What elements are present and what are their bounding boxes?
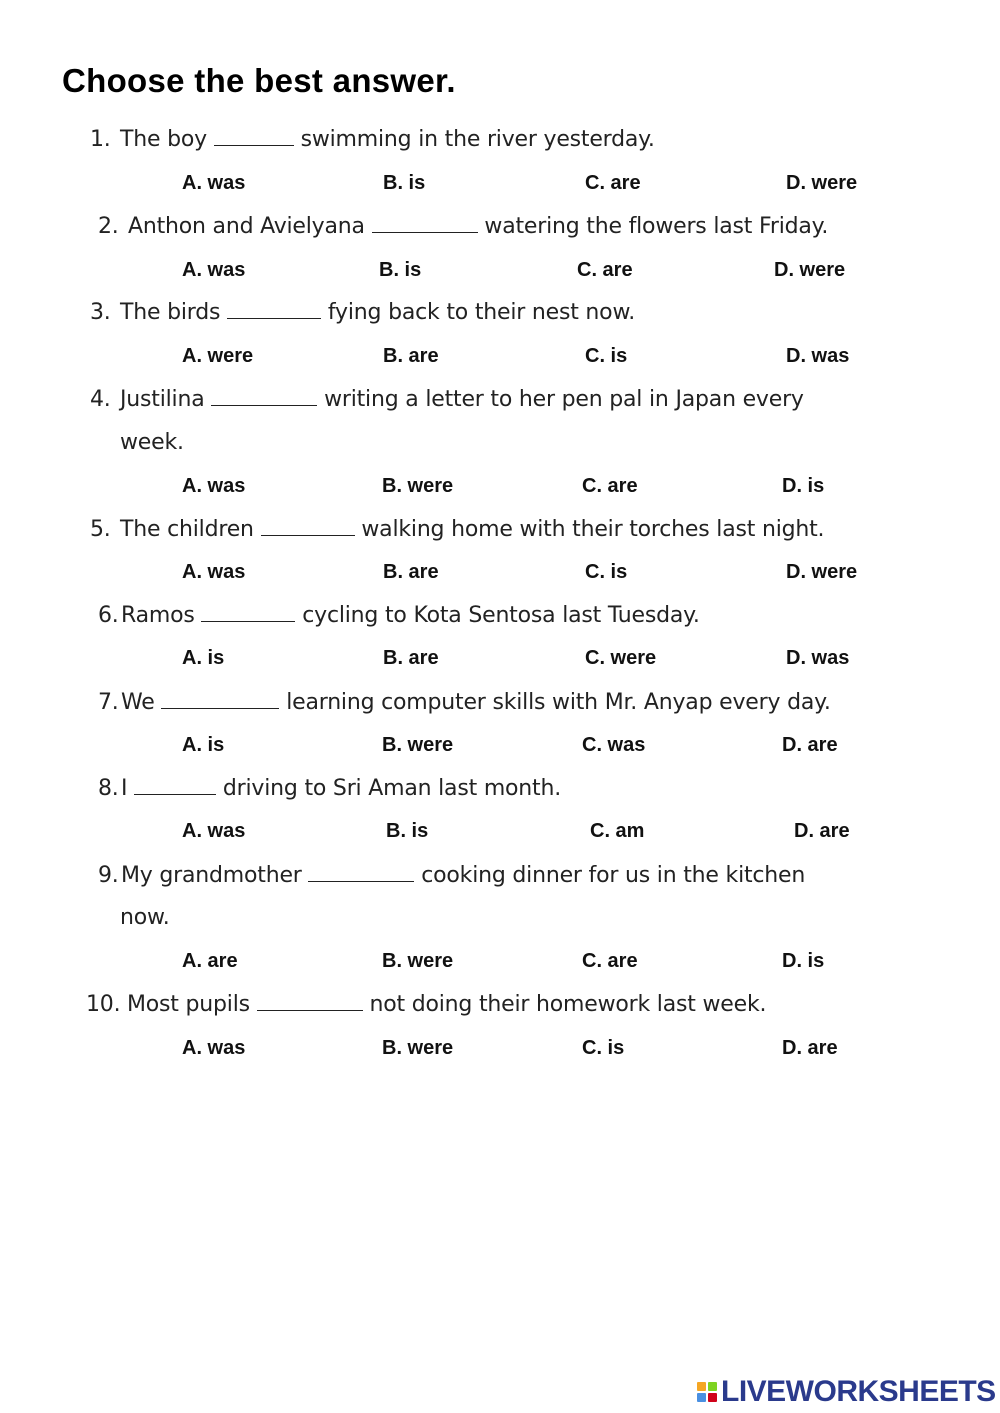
option-c[interactable]: C. are	[582, 475, 638, 497]
option-a[interactable]: A. was	[182, 820, 246, 842]
option-a[interactable]: A. was	[182, 172, 246, 194]
question-text-before: My grandmother	[121, 863, 302, 888]
question-text-before: Justilina	[120, 387, 205, 412]
option-d[interactable]: D. are	[782, 1037, 838, 1059]
answer-blank[interactable]	[372, 214, 478, 233]
question-number: 1.	[90, 127, 111, 152]
answer-blank[interactable]	[211, 387, 317, 406]
option-a[interactable]: A. were	[182, 345, 254, 367]
question-text-after: cooking dinner for us in the kitchen	[421, 863, 806, 888]
liveworksheets-logo-icon	[697, 1382, 717, 1402]
option-b[interactable]: B. were	[382, 734, 454, 756]
question-8	[98, 776, 561, 801]
option-a[interactable]: A. is	[182, 647, 225, 669]
answer-blank[interactable]	[308, 863, 414, 882]
question-text-before: Anthon and Avielyana	[128, 214, 365, 239]
question-4	[90, 387, 804, 412]
question-text-after: writing a letter to her pen pal in Japan every	[324, 387, 804, 412]
question-number: 8.	[98, 776, 119, 801]
question-6	[98, 603, 700, 628]
option-a[interactable]: A. was	[182, 259, 246, 281]
option-a[interactable]: A. was	[182, 561, 246, 583]
answer-blank[interactable]	[227, 300, 321, 319]
option-c[interactable]: C. was	[582, 734, 646, 756]
answer-blank[interactable]	[261, 517, 355, 536]
option-d[interactable]: D. were	[774, 259, 846, 281]
question-text-before: I	[121, 776, 128, 801]
option-c[interactable]: C. is	[582, 1037, 625, 1059]
question-text-before: The birds	[120, 300, 221, 325]
question-9	[98, 863, 805, 888]
question-text-after: watering the flowers last Friday.	[484, 214, 829, 239]
option-d[interactable]: D. was	[786, 345, 850, 367]
option-c[interactable]: C. is	[585, 561, 628, 583]
option-d[interactable]: D. were	[786, 172, 858, 194]
answer-blank[interactable]	[214, 127, 294, 146]
option-d[interactable]: D. were	[786, 561, 858, 583]
option-c[interactable]: C. is	[585, 345, 628, 367]
answer-blank[interactable]	[257, 992, 363, 1011]
liveworksheets-logo[interactable]	[697, 1375, 996, 1409]
question-number: 9.	[98, 863, 119, 888]
question-7	[98, 690, 831, 715]
question-text-after: fying back to their nest now.	[327, 300, 636, 325]
option-c[interactable]: C. are	[577, 259, 633, 281]
option-d[interactable]: D. are	[782, 734, 838, 756]
option-b[interactable]: B. were	[382, 1037, 454, 1059]
question-number: 10.	[86, 992, 121, 1017]
question-text-before: The boy	[120, 127, 207, 152]
question-text-after: cycling to Kota Sentosa last Tuesday.	[302, 603, 700, 628]
logo-text: LIVEWORKSHEETS	[721, 1375, 996, 1408]
option-b[interactable]: B. are	[383, 561, 439, 583]
question-text-before: The children	[120, 517, 254, 542]
question-number: 7.	[98, 690, 119, 715]
question-number: 5.	[90, 517, 111, 542]
option-b[interactable]: B. are	[383, 345, 439, 367]
option-c[interactable]: C. are	[582, 950, 638, 972]
option-c[interactable]: C. were	[585, 647, 657, 669]
option-a[interactable]: A. is	[182, 734, 225, 756]
option-b[interactable]: B. are	[383, 647, 439, 669]
question-3	[90, 300, 635, 325]
question-5	[90, 517, 824, 542]
question-1	[90, 127, 655, 152]
question-number: 4.	[90, 387, 111, 412]
question-text-before: We	[121, 690, 155, 715]
option-d[interactable]: D. are	[794, 820, 850, 842]
option-a[interactable]: A. are	[182, 950, 238, 972]
option-b[interactable]: B. were	[382, 950, 454, 972]
option-b[interactable]: B. is	[379, 259, 422, 281]
question-text-before: Ramos	[121, 603, 195, 628]
option-c[interactable]: C. are	[585, 172, 641, 194]
option-d[interactable]: D. is	[782, 475, 825, 497]
option-c[interactable]: C. am	[590, 820, 645, 842]
question-text-after: swimming in the river yesterday.	[300, 127, 655, 152]
option-b[interactable]: B. is	[386, 820, 429, 842]
worksheet-title: Choose the best answer.	[62, 62, 456, 99]
question-10	[86, 992, 766, 1017]
option-b[interactable]: B. were	[382, 475, 454, 497]
option-b[interactable]: B. is	[383, 172, 426, 194]
answer-blank[interactable]	[201, 603, 295, 622]
question-2	[98, 214, 828, 239]
question-number: 6.	[98, 603, 119, 628]
question-number: 3.	[90, 300, 111, 325]
answer-blank[interactable]	[161, 690, 279, 709]
question-text-before: Most pupils	[127, 992, 250, 1017]
option-a[interactable]: A. was	[182, 475, 246, 497]
option-d[interactable]: D. is	[782, 950, 825, 972]
option-d[interactable]: D. was	[786, 647, 850, 669]
question-text-after: driving to Sri Aman last month.	[222, 776, 562, 801]
question-continuation: week.	[120, 430, 184, 455]
question-text-after: learning computer skills with Mr. Anyap every day.	[286, 690, 831, 715]
question-continuation: now.	[120, 905, 170, 930]
answer-blank[interactable]	[134, 776, 216, 795]
question-number: 2.	[98, 214, 119, 239]
option-a[interactable]: A. was	[182, 1037, 246, 1059]
question-text-after: walking home with their torches last night.	[361, 517, 825, 542]
question-text-after: not doing their homework last week.	[369, 992, 767, 1017]
